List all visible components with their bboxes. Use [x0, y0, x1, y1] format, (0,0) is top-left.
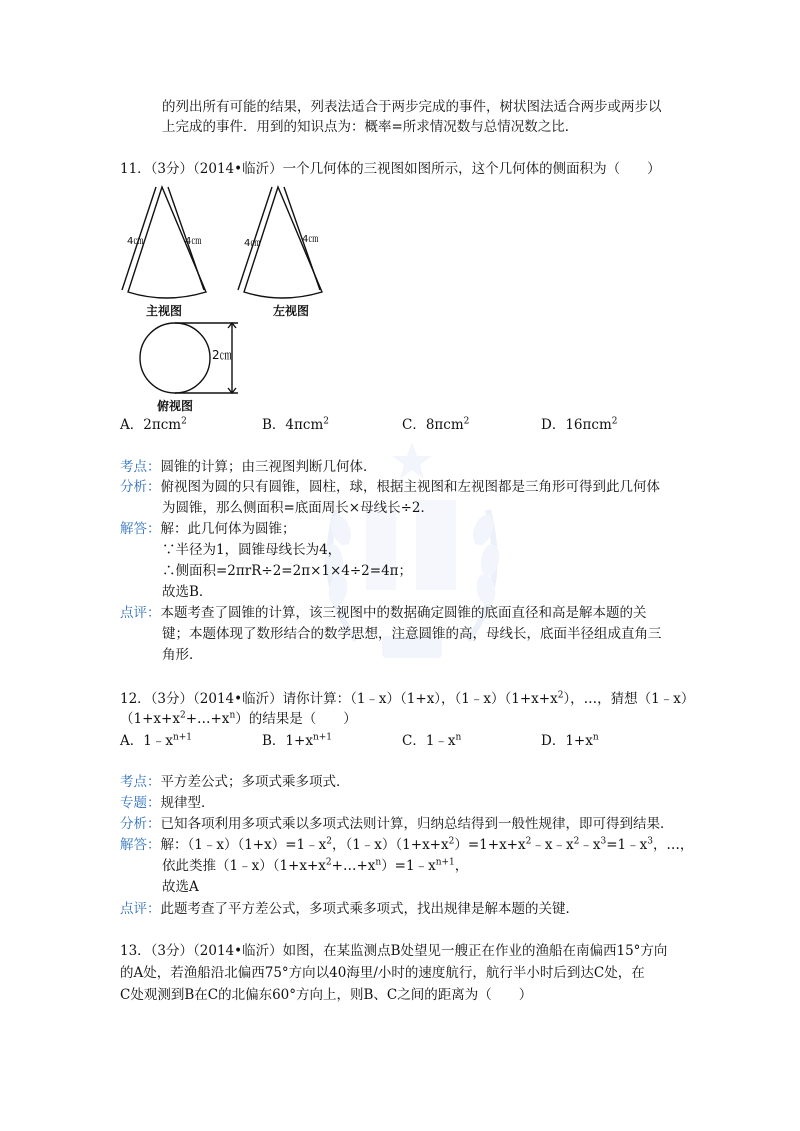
- q12-jieda-1: 解答：解：$(1﹣x)(1+x)=1﹣x^2$，$(1﹣x)(1+x+x^2)=1+x+x^2﹣x﹣x^2﹣x^3=1﹣x^3$，…，: [120, 836, 694, 853]
- q11-option-c: C．8πcm$^2$: [402, 416, 470, 433]
- q11-option-d: D．16πcm$^2$: [541, 416, 618, 433]
- intro-line-1: 的列出所有可能的结果，列表法适合于两步完成的事件，树状图法适合两步或两步以: [162, 99, 662, 115]
- q12-stem-1: 12．（3分）（2014•临沂）请你计算：（1﹣x）（1+x），$(1﹣x)(1+x+x^2)$，…，猜想（1﹣x）: [120, 690, 695, 707]
- q12-jieda-2: 依此类推$(1﹣x)(1+x+x^2+\dots+x^n)=1﹣x^{n+1}$，: [162, 857, 469, 874]
- q11-three-views-figure: [110, 182, 340, 412]
- q11-option-b: B．4πcm$^2$: [262, 416, 329, 433]
- q11-option-a: A．2πcm$^2$: [120, 416, 187, 433]
- front-view-slant-label-right: 4㎝: [185, 236, 202, 247]
- q11-kaodian: 考点：圆锥的计算；由三视图判断几何体．: [120, 459, 377, 475]
- left-view-caption: 左视图: [273, 304, 310, 318]
- q11-stem: 11．（3分）（2014•临沂）一个几何体的三视图如图所示，这个几何体的侧面积为（ ）: [120, 161, 661, 177]
- q12-option-c: C．$1﹣x^n$: [402, 732, 462, 749]
- q12-option-b: B．$1+x^{n+1}$: [262, 732, 333, 749]
- top-view-caption: 俯视图: [157, 399, 194, 413]
- q12-fenxi: 分析：已知各项利用多项式乘以多项式法则计算，归纳总结得到一般性规律，即可得到结果．: [120, 816, 674, 832]
- q11-dianping-2: 键；本题体现了数形结合的数学思想，注意圆锥的高，母线长，底面半径组成直角三: [162, 626, 662, 642]
- q13-line-1: 13．（3分）（2014•临沂）如图，在某监测点B处望见一艘正在作业的渔船在南偏西15°方向: [120, 943, 668, 959]
- q11-fenxi-1: 分析：俯视图为圆的只有圆锥，圆柱，球，根据主视图和左视图都是三角形可得到此几何体: [120, 479, 660, 495]
- q12-option-a: A．$1﹣x^{n+1}$: [120, 732, 193, 749]
- q11-jieda-2: ∵半径为1，圆锥母线长为4，: [162, 542, 342, 558]
- q12-dianping: 点评：此题考查了平方差公式，多项式乘多项式，找出规律是解本题的关键．: [120, 901, 579, 917]
- front-view-caption: 主视图: [146, 304, 183, 318]
- q12-jieda-3: 故选A: [162, 879, 199, 895]
- q11-dianping-1: 点评：本题考查了圆锥的计算，该三视图中的数据确定圆锥的底面直径和高是解本题的关: [120, 605, 647, 621]
- q13-line-2: 的A处，若渔船沿北偏西75°方向以40海里/小时的速度航行，航行半小时后到达C处，在: [120, 965, 645, 981]
- q11-jieda-4: 故选B．: [162, 584, 213, 600]
- q12-zhuanti: 专题：规律型．: [120, 795, 215, 811]
- top-view-diameter-label: 2㎝: [212, 348, 232, 362]
- q11-jieda-3: ∴侧面积=2πrR÷2=2π×1×4÷2=4π；: [162, 563, 413, 579]
- q12-stem-2: $(1+x+x^2+\dots+x^n)$的结果是（ ）: [120, 710, 357, 727]
- q11-fenxi-2: 为圆锥，那么侧面积=底面周长×母线长÷2．: [162, 500, 435, 516]
- left-view-slant-label-right: 4㎝: [302, 234, 319, 245]
- q13-line-3: C处观测到B在C的北偏东60°方向上，则B、C之间的距离为（ ）: [120, 987, 533, 1003]
- intro-line-2: 上完成的事件．用到的知识点为：概率=所求情况数与总情况数之比．: [162, 119, 579, 135]
- q12-option-d: D．$1+x^n$: [541, 732, 599, 749]
- q12-kaodian: 考点：平方差公式；多项式乘多项式．: [120, 774, 350, 790]
- front-view-slant-label-left: 4㎝: [127, 236, 144, 247]
- top-view-circle: [140, 323, 210, 393]
- left-view-slant-label-left: 4㎝: [244, 238, 261, 249]
- q11-jieda-1: 解答：解：此几何体为圆锥；: [120, 521, 296, 537]
- q11-dianping-3: 角形．: [162, 647, 203, 663]
